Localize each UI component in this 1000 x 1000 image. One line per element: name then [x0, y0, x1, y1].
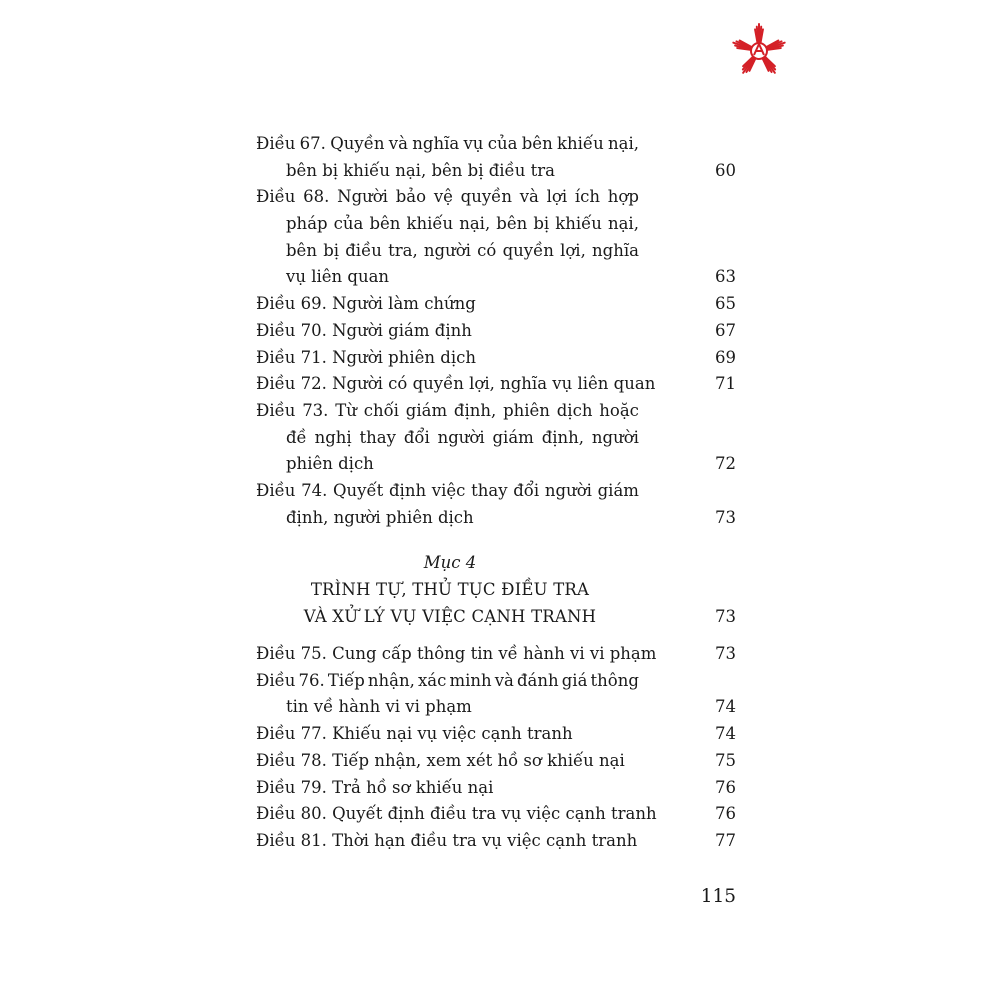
toc-entry-page: 60	[715, 160, 736, 180]
toc-entry-line: vụ liên quan	[286, 267, 390, 287]
toc-entry-page: 73	[715, 644, 736, 663]
section-label: Mục 4	[423, 553, 477, 572]
page-number: 115	[700, 886, 736, 907]
toc-entry-line: Điều 70. Người giám định	[256, 320, 472, 340]
toc-entry-line: Điều 79. Trả hồ sơ khiếu nại	[256, 777, 494, 797]
toc-entry-page: 69	[715, 347, 736, 367]
toc-entry-line: phiên dịch	[286, 454, 374, 474]
toc-entry-page: 74	[715, 724, 736, 744]
toc-entry-line: Điều 74. Quyết định việc thay đổi người giám	[256, 481, 639, 501]
toc-entry-page: 75	[715, 750, 736, 770]
toc-entry-line: Điều 69. Người làm chứng	[256, 294, 476, 314]
toc-entry-page: 71	[715, 374, 736, 394]
toc-entry-page: 72	[715, 454, 736, 474]
toc-entry-page: 76	[715, 777, 736, 797]
section-page-number: 73	[715, 607, 736, 626]
toc-entry-line: Điều 73. Từ chối giám định, phiên dịch hoặc	[256, 401, 639, 420]
toc-entry-line: pháp của bên khiếu nại, bên bị khiếu nại,	[286, 214, 639, 234]
toc-entry-page: 67	[715, 320, 736, 340]
toc-entry-line: Điều 80. Quyết định điều tra vụ việc cạnh tranh	[256, 804, 657, 824]
toc-entry-line: Điều 78. Tiếp nhận, xem xét hồ sơ khiếu nại	[256, 750, 625, 770]
toc-entry-line: Điều 71. Người phiên dịch	[256, 347, 476, 367]
toc-entry-line: Điều 81. Thời hạn điều tra vụ việc cạnh tranh	[256, 830, 638, 850]
toc-entry-line: bên bị khiếu nại, bên bị điều tra	[286, 160, 555, 180]
section-title-line2: VÀ XỬ LÝ VỤ VIỆC CẠNH TRANH	[303, 607, 597, 626]
toc-entry-line: Điều 68. Người bảo vệ quyền và lợi ích hợp	[256, 187, 639, 207]
toc-entry-line: tin về hành vi vi phạm	[286, 697, 472, 717]
toc-entry-page: 76	[715, 804, 736, 824]
toc-entry-page: 63	[715, 267, 736, 287]
toc-entry-line: Điều 75. Cung cấp thông tin về hành vi vi phạm	[256, 644, 657, 663]
toc-entry-line: bên bị điều tra, người có quyền lợi, nghĩa	[286, 240, 639, 260]
toc-entry-page: 73	[715, 507, 736, 527]
toc-entry-line: đề nghị thay đổi người giám định, người	[286, 427, 639, 447]
toc-entry-page: 65	[715, 294, 736, 314]
toc-entry-line: Điều 72. Người có quyền lợi, nghĩa vụ liên quan	[256, 374, 656, 394]
toc-entry-line: Điều 76. Tiếp nhận, xác minh và đánh giá thông	[256, 670, 639, 690]
toc-entry-line: Điều 77. Khiếu nại vụ việc cạnh tranh	[256, 724, 573, 744]
toc-entry-page: 74	[715, 697, 736, 717]
toc-entry-line: Điều 67. Quyền và nghĩa vụ của bên khiếu nại,	[256, 134, 639, 153]
toc-entry-page: 77	[715, 830, 736, 850]
section-title-line1: TRÌNH TỰ, THỦ TỤC ĐIỀU TRA	[310, 580, 590, 599]
toc-entry-line: định, người phiên dịch	[286, 507, 474, 527]
